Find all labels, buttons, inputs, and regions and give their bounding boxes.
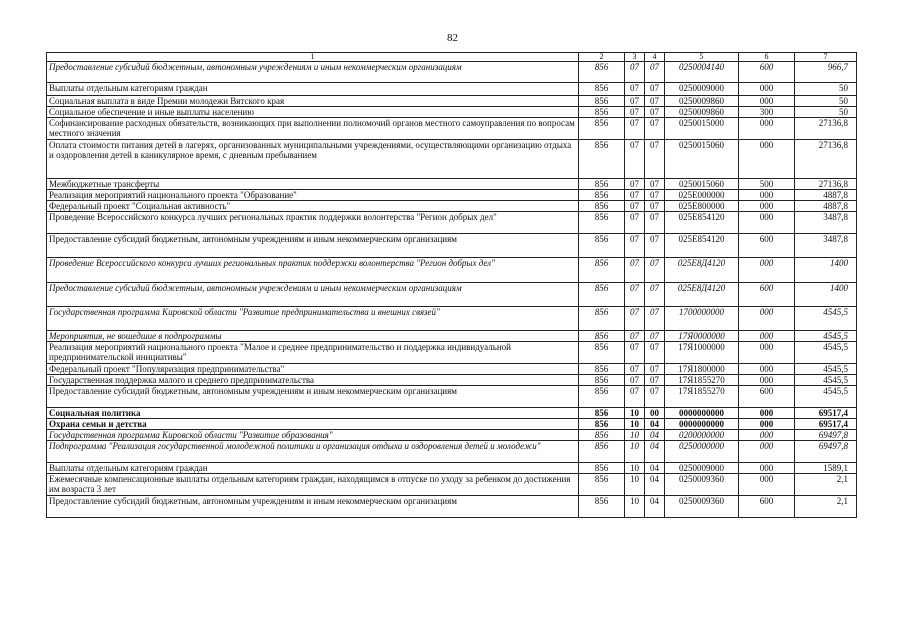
row-pr: 07 xyxy=(645,96,665,107)
row-csr: 17Я1855270 xyxy=(665,375,739,386)
row-pr: 04 xyxy=(645,496,665,518)
row-vr: 000 xyxy=(739,212,795,234)
row-name: Предоставление субсидий бюджетным, автономным учреждениям и иным некоммерческим организациям xyxy=(47,62,579,83)
row-csr: 0250009360 xyxy=(665,496,739,518)
table-row xyxy=(47,386,857,408)
table-row xyxy=(47,212,857,234)
row-sum: 4887,8 xyxy=(795,201,857,212)
row-pr: 07 xyxy=(645,201,665,212)
row-vr: 000 xyxy=(739,96,795,107)
row-pr: 07 xyxy=(645,386,665,408)
row-rz: 07 xyxy=(625,107,645,118)
row-name: Выплаты отдельным категориям граждан xyxy=(47,463,579,474)
row-sum: 1400 xyxy=(795,258,857,283)
table-row xyxy=(47,83,857,96)
row-csr: 0250004140 xyxy=(665,62,739,83)
row-sum: 4545,5 xyxy=(795,342,857,364)
row-sum: 3487,8 xyxy=(795,234,857,258)
row-csr: 0250009860 xyxy=(665,96,739,107)
row-name: Государственная поддержка малого и среднего предпринимательства xyxy=(47,375,579,386)
header-cell-1: 1 xyxy=(47,53,579,62)
row-rz: 10 xyxy=(625,408,645,419)
row-ved: 856 xyxy=(579,212,625,234)
row-ved: 856 xyxy=(579,83,625,96)
table-row xyxy=(47,258,857,283)
row-sum: 69497,8 xyxy=(795,430,857,441)
row-csr: 025E000000 xyxy=(665,190,739,201)
row-pr: 07 xyxy=(645,190,665,201)
row-vr: 000 xyxy=(739,331,795,342)
header-row xyxy=(47,53,857,62)
row-pr: 07 xyxy=(645,140,665,179)
row-vr: 000 xyxy=(739,430,795,441)
header-cell-7: 7 xyxy=(795,53,857,62)
row-name: Реализация мероприятий национального проекта "Малое и среднее предпринимательство и поддержка индивидуальной предпринимательской инициативы" xyxy=(47,342,579,364)
row-sum: 1589,1 xyxy=(795,463,857,474)
row-name: Подпрограмма "Реализация государственной молодежной политики и организация отдыха и оздоровления детей и молодежи" xyxy=(47,441,579,463)
row-pr: 07 xyxy=(645,283,665,307)
row-vr: 000 xyxy=(739,408,795,419)
table-row xyxy=(47,496,857,518)
row-csr: 1700000000 xyxy=(665,307,739,331)
row-vr: 000 xyxy=(739,419,795,430)
row-csr: 0000000000 xyxy=(665,408,739,419)
row-vr: 000 xyxy=(739,474,795,496)
row-name: Охрана семьи и детства xyxy=(47,419,579,430)
row-sum: 27136,8 xyxy=(795,118,857,140)
row-pr: 07 xyxy=(645,307,665,331)
row-sum: 4887,8 xyxy=(795,190,857,201)
table-row xyxy=(47,331,857,342)
row-sum: 4545,5 xyxy=(795,307,857,331)
row-vr: 000 xyxy=(739,83,795,96)
table-row xyxy=(47,201,857,212)
row-ved: 856 xyxy=(579,307,625,331)
row-pr: 07 xyxy=(645,342,665,364)
row-rz: 07 xyxy=(625,179,645,190)
row-name: Государственная программа Кировской области "Развитие предпринимательства и внешних связей" xyxy=(47,307,579,331)
row-name: Межбюджетные трансферты xyxy=(47,179,579,190)
row-rz: 07 xyxy=(625,342,645,364)
table-row xyxy=(47,342,857,364)
row-rz: 07 xyxy=(625,118,645,140)
row-pr: 07 xyxy=(645,179,665,190)
row-name: Социальная выплата в виде Премии молодежи Вятского края xyxy=(47,96,579,107)
row-rz: 07 xyxy=(625,62,645,83)
row-vr: 600 xyxy=(739,62,795,83)
row-rz: 07 xyxy=(625,386,645,408)
row-csr: 0000000000 xyxy=(665,419,739,430)
table-row xyxy=(47,283,857,307)
row-name: Ежемесячные компенсационные выплаты отдельным категориям граждан, находящимся в отпуске по уходу за ребенком до достижения им возраста 3 лет xyxy=(47,474,579,496)
row-csr: 0250015060 xyxy=(665,179,739,190)
row-csr: 17Я1000000 xyxy=(665,342,739,364)
table-row xyxy=(47,307,857,331)
row-vr: 000 xyxy=(739,140,795,179)
row-sum: 1400 xyxy=(795,283,857,307)
row-ved: 856 xyxy=(579,419,625,430)
row-pr: 07 xyxy=(645,212,665,234)
row-csr: 0250015060 xyxy=(665,140,739,179)
table-row xyxy=(47,62,857,83)
row-pr: 07 xyxy=(645,331,665,342)
row-name: Социальное обеспечение и иные выплаты населению xyxy=(47,107,579,118)
row-ved: 856 xyxy=(579,474,625,496)
row-sum: 50 xyxy=(795,107,857,118)
header-cell-5: 5 xyxy=(665,53,739,62)
row-name: Реализация мероприятий национального проекта "Образование" xyxy=(47,190,579,201)
row-name: Предоставление субсидий бюджетным, автономным учреждениям и иным некоммерческим организациям xyxy=(47,283,579,307)
row-name: Мероприятия, не вошедшие в подпрограммы xyxy=(47,331,579,342)
row-ved: 856 xyxy=(579,496,625,518)
row-ved: 856 xyxy=(579,140,625,179)
row-ved: 856 xyxy=(579,258,625,283)
row-sum: 50 xyxy=(795,83,857,96)
row-csr: 17Я1800000 xyxy=(665,364,739,375)
table-row xyxy=(47,364,857,375)
row-pr: 04 xyxy=(645,430,665,441)
row-vr: 000 xyxy=(739,258,795,283)
row-csr: 025E8Д4120 xyxy=(665,283,739,307)
row-ved: 856 xyxy=(579,342,625,364)
row-csr: 17Я1855270 xyxy=(665,386,739,408)
row-pr: 07 xyxy=(645,364,665,375)
header-cell-6: 6 xyxy=(739,53,795,62)
table-row xyxy=(47,234,857,258)
table-row xyxy=(47,118,857,140)
row-rz: 07 xyxy=(625,190,645,201)
row-pr: 07 xyxy=(645,118,665,140)
row-sum: 4545,5 xyxy=(795,331,857,342)
row-ved: 856 xyxy=(579,408,625,419)
row-sum: 3487,8 xyxy=(795,212,857,234)
row-rz: 07 xyxy=(625,283,645,307)
row-ved: 856 xyxy=(579,62,625,83)
row-pr: 07 xyxy=(645,258,665,283)
row-ved: 856 xyxy=(579,234,625,258)
row-sum: 4545,5 xyxy=(795,375,857,386)
row-vr: 000 xyxy=(739,118,795,140)
row-rz: 07 xyxy=(625,307,645,331)
row-pr: 04 xyxy=(645,419,665,430)
row-vr: 000 xyxy=(739,463,795,474)
row-csr: 0250009360 xyxy=(665,474,739,496)
row-name: Государственная программа Кировской области "Развитие образования" xyxy=(47,430,579,441)
row-ved: 856 xyxy=(579,375,625,386)
row-csr: 025E8Д4120 xyxy=(665,258,739,283)
row-csr: 0250009000 xyxy=(665,83,739,96)
row-ved: 856 xyxy=(579,386,625,408)
row-name: Проведение Всероссийского конкурса лучших региональных практик поддержки волонтерства "Регион добрых дел" xyxy=(47,258,579,283)
table-row xyxy=(47,419,857,430)
row-sum: 2,1 xyxy=(795,474,857,496)
row-rz: 07 xyxy=(625,331,645,342)
row-pr: 07 xyxy=(645,234,665,258)
table-row xyxy=(47,140,857,179)
row-name: Выплаты отдельным категориям граждан xyxy=(47,83,579,96)
row-vr: 600 xyxy=(739,386,795,408)
row-ved: 856 xyxy=(579,364,625,375)
row-pr: 07 xyxy=(645,62,665,83)
row-pr: 07 xyxy=(645,107,665,118)
table-row xyxy=(47,408,857,419)
row-vr: 600 xyxy=(739,496,795,518)
row-sum: 69517,4 xyxy=(795,408,857,419)
row-ved: 856 xyxy=(579,190,625,201)
table-row xyxy=(47,463,857,474)
row-pr: 04 xyxy=(645,463,665,474)
row-sum: 69517,4 xyxy=(795,419,857,430)
row-rz: 07 xyxy=(625,140,645,179)
row-vr: 600 xyxy=(739,283,795,307)
table-row xyxy=(47,190,857,201)
row-name: Социальная политика xyxy=(47,408,579,419)
row-name: Проведение Всероссийского конкурса лучших региональных практик поддержки волонтерства "Регион добрых дел" xyxy=(47,212,579,234)
table-row xyxy=(47,179,857,190)
row-ved: 856 xyxy=(579,179,625,190)
row-vr: 000 xyxy=(739,441,795,463)
row-ved: 856 xyxy=(579,430,625,441)
table-row xyxy=(47,375,857,386)
row-ved: 856 xyxy=(579,118,625,140)
header-cell-4: 4 xyxy=(645,53,665,62)
row-name: Предоставление субсидий бюджетным, автономным учреждениям и иным некоммерческим организациям xyxy=(47,496,579,518)
row-pr: 07 xyxy=(645,375,665,386)
row-ved: 856 xyxy=(579,441,625,463)
row-ved: 856 xyxy=(579,201,625,212)
row-sum: 2,1 xyxy=(795,496,857,518)
row-csr: 0250000000 xyxy=(665,441,739,463)
row-ved: 856 xyxy=(579,107,625,118)
row-vr: 600 xyxy=(739,234,795,258)
row-vr: 500 xyxy=(739,179,795,190)
row-vr: 000 xyxy=(739,375,795,386)
row-rz: 10 xyxy=(625,463,645,474)
row-ved: 856 xyxy=(579,463,625,474)
row-pr: 04 xyxy=(645,441,665,463)
page-number: 82 xyxy=(447,32,458,44)
row-name: Предоставление субсидий бюджетным, автономным учреждениям и иным некоммерческим организациям xyxy=(47,386,579,408)
row-rz: 07 xyxy=(625,83,645,96)
row-sum: 27136,8 xyxy=(795,179,857,190)
row-rz: 10 xyxy=(625,419,645,430)
row-vr: 000 xyxy=(739,342,795,364)
row-rz: 07 xyxy=(625,258,645,283)
row-csr: 025E854120 xyxy=(665,234,739,258)
row-name: Софинансирование расходных обязательств, возникающих при выполнении полномочий органов местного самоуправления по вопросам местного значения xyxy=(47,118,579,140)
row-sum: 4545,5 xyxy=(795,386,857,408)
row-vr: 000 xyxy=(739,307,795,331)
table-row xyxy=(47,107,857,118)
row-ved: 856 xyxy=(579,331,625,342)
row-rz: 10 xyxy=(625,496,645,518)
row-ved: 856 xyxy=(579,96,625,107)
row-name: Оплата стоимости питания детей в лагерях, организованных муниципальными учреждениями, осуществляющими организацию отдыха и оздоровления детей в каникулярное время, с дневным пребыванием xyxy=(47,140,579,179)
budget-table xyxy=(46,52,857,518)
row-sum: 50 xyxy=(795,96,857,107)
row-csr: 025E800000 xyxy=(665,201,739,212)
row-pr: 04 xyxy=(645,474,665,496)
row-rz: 07 xyxy=(625,201,645,212)
row-csr: 025E854120 xyxy=(665,212,739,234)
row-csr: 0250009000 xyxy=(665,463,739,474)
header-cell-3: 3 xyxy=(625,53,645,62)
row-vr: 000 xyxy=(739,201,795,212)
row-name: Федеральный проект "Популяризация предпринимательства" xyxy=(47,364,579,375)
table-row xyxy=(47,474,857,496)
row-rz: 07 xyxy=(625,375,645,386)
row-pr: 00 xyxy=(645,408,665,419)
row-sum: 69497,8 xyxy=(795,441,857,463)
row-ved: 856 xyxy=(579,283,625,307)
table-row xyxy=(47,441,857,463)
row-rz: 07 xyxy=(625,96,645,107)
table-row xyxy=(47,430,857,441)
header-cell-2: 2 xyxy=(579,53,625,62)
row-csr: 0200000000 xyxy=(665,430,739,441)
row-rz: 10 xyxy=(625,441,645,463)
row-name: Федеральный проект "Социальная активность" xyxy=(47,201,579,212)
row-csr: 17Я0000000 xyxy=(665,331,739,342)
row-vr: 000 xyxy=(739,364,795,375)
row-rz: 07 xyxy=(625,364,645,375)
row-pr: 07 xyxy=(645,83,665,96)
row-rz: 07 xyxy=(625,234,645,258)
row-sum: 966,7 xyxy=(795,62,857,83)
row-vr: 300 xyxy=(739,107,795,118)
row-rz: 10 xyxy=(625,474,645,496)
row-csr: 0250015000 xyxy=(665,118,739,140)
table-row xyxy=(47,96,857,107)
row-csr: 0250009860 xyxy=(665,107,739,118)
row-rz: 07 xyxy=(625,212,645,234)
row-vr: 000 xyxy=(739,190,795,201)
row-rz: 10 xyxy=(625,430,645,441)
row-sum: 4545,5 xyxy=(795,364,857,375)
row-name: Предоставление субсидий бюджетным, автономным учреждениям и иным некоммерческим организациям xyxy=(47,234,579,258)
row-sum: 27136,8 xyxy=(795,140,857,179)
